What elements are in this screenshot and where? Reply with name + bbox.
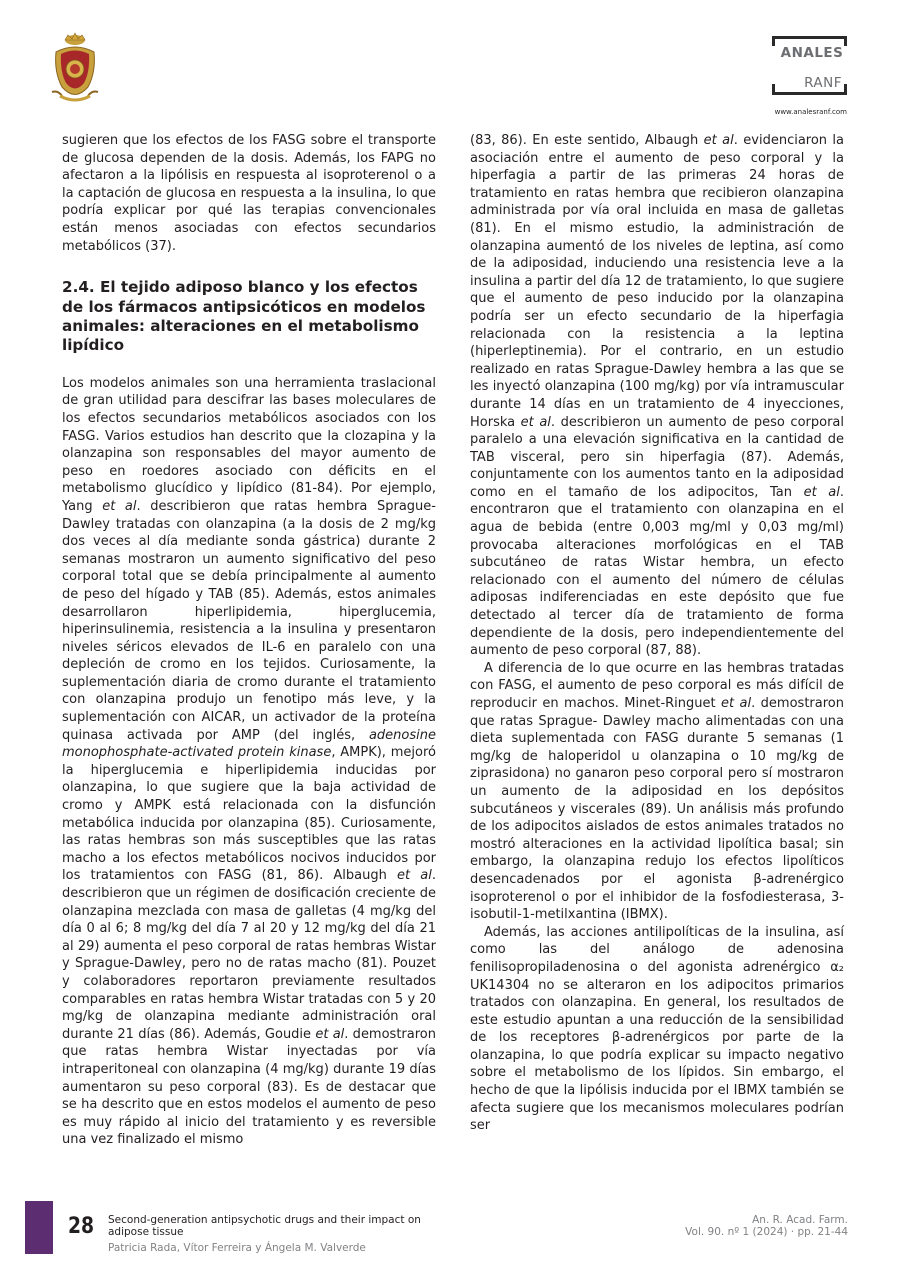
section-heading: 2.4. El tejido adiposo blanco y los efectos de los fármacos antipsicóticos en modelos animales: alteraciones en el metabolismo lipídico [62, 278, 426, 355]
logo-url: www.analesranf.com [774, 108, 847, 116]
logo-frame [772, 36, 847, 39]
citation-etal: et al [721, 696, 752, 711]
right-column [470, 132, 844, 1135]
paragraph: sugieren que los efectos de los FASG sobre el transporte de glucosa dependen de la dosis. Además, los FAPG no afectaron a la lipólisis en respuesta al isoproterenol o a la captación de glucosa en respuesta a la insulina, lo que podría explicar por qué las terapias convencionales están menos asociadas con efectos secundarios metabólicos (37). [62, 133, 436, 254]
paragraph: A diferencia de lo que ocurre en las hembras tratadas con FASG, el aumento de peso corporal es más difícil de reproducir en machos. Minet-Ringuet et al. demostraron que ratas Sprague- Dawley macho alimentadas con una dieta suplementada con FASG durante 5 semanas (1 mg/kg de haloperidol u olanzapina o 10 mg/kg de ziprasidona) no ganaron peso corporal pero sí mostraron un aumento de la adiposidad en los depósitos subcutáneos y viscerales (89). Un análisis más profundo de los adipocitos aislados de estos animales tratados no mostró alteraciones en la actividad lipolítica basal; sin embargo, la olanzapina redujo los efectos lipolíticos desencadenados por el agonista β-adrenérgico isoproterenol o por el inhibidor de la fosfodiesterasa, 3-isobutil-1-metilxantina (IBMX). [470, 660, 844, 923]
footer-article-title: Second-generation antipsychotic drugs and their impact on adipose tissue [108, 1214, 421, 1239]
logo-frame [772, 36, 775, 46]
logo-brand-text: ANALES [780, 45, 844, 61]
citation-etal: et al [703, 133, 734, 148]
citation-etal: et al [520, 414, 551, 430]
logo-sub-text: RANF [804, 75, 842, 91]
paragraph: Además, las acciones antilipolíticas de la insulina, así como las del análogo de adenosina fenilisopropiladenosina o del agonista adrenérgico α₂ UK14304 no se alteraron en los adipocitos primarios tratados con olanzapina. En general, los resultados de este estudio apuntan a una reducción de la sensibilidad de los receptores β-adrenérgicos por parte de la olanzapina, lo que podría explicar su impacto negativo sobre el metabolismo de los lípidos. Sin embargo, el hecho de que la lipólisis inducida por el IBMX también se afecta sugiere que los mecanismos moleculares podrían ser [470, 924, 844, 1134]
footer-accent-bar [25, 1201, 53, 1254]
anales-ranf-logo[interactable] [740, 36, 852, 120]
footer-journal: An. R. Acad. Farm. [752, 1214, 848, 1226]
paragraph: Los modelos animales son una herramienta traslacional de gran utilidad para descifrar las bases moleculares de los efectos secundarios metabólicos asociados con los FASG. Varios estudios han descrito que la clozapina y la olanzapina son responsables del mayor aumento de peso en roedores asociado con déficits en el metabolismo glucídico y lipídico (81-84). Por ejemplo, Yang et al. describieron que ratas hembra Sprague-Dawley tratadas con olanzapina (a la dosis de 2 mg/kg dos veces al día mediante sonda gástrica) durante 2 semanas mostraron un aumento significativo del peso corporal total que se debía principalmente al aumento de peso del hígado y TAB (85). Además, estos animales desarrollaron hiperlipidemia, hiperglucemia, hiperinsulinemia, resistencia a la insulina y presentaron niveles séricos elevados de IL-6 en paralelo con una depleción de cromo en los tejidos. Curiosamente, la suplementación diaria de cromo durante el tratamiento con olanzapina produjo un fenotipo más leve, y la suplementación con AICAR, un activador de la proteína quinasa activada por AMP (del inglés, adenosine monophosphate-activated protein kinase, AMPK), mejoró la hiperglucemia e hiperlipidemia inducidas por olanzapina, lo que sugiere que la baja actividad de cromo y AMPK está relacionada con la disfunción metabólica inducida por olanzapina (85). Curiosamente, las ratas hembras son más susceptibles que las ratas macho a los efectos metabólicos nocivos inducidos por los tratamientos con FASG (81, 86). Albaugh et al. describieron que un régimen de dosificación creciente de olanzapina mezclada con masa de galletas (4 mg/kg del día 0 al 6; 8 mg/kg del día 7 al 20 y 12 mg/kg del día 21 al 29) aumenta el peso corporal de ratas hembras Wistar y Sprague-Dawley, pero no de ratas macho (81). Pouzet y colaboradores reportaron previamente resultados comparables en ratas hembra Wistar tratadas con 5 y 20 mg/kg de olanzapina mediante administración oral durante 21 días (86). Además, Goudie et al. demostraron que ratas hembra Wistar inyectadas por vía intraperitoneal con olanzapina (4 mg/kg) durante 19 días aumentaron su peso corporal (83). Es de destacar que se ha descrito que en estos modelos el aumento de peso es muy rápido al inicio del tratamiento y es reversible una vez finalizado el mismo [62, 375, 436, 1148]
left-column [62, 132, 436, 1149]
citation-etal: et al [803, 484, 840, 500]
paragraph: (83, 86). En este sentido, Albaugh et al. evidenciaron la asociación entre el aumento de peso corporal y la hiperfagia a partir de las primeras 24 horas de tratamiento en ratas hembra que recibieron olanzapina administrada por vía oral incluida en masa de galletas (81). En el mismo estudio, la administración de olanzapina aumentó de los niveles de leptina, así como de la adiposidad, induciendo una resistencia leve a la insulina a partir del día 12 de tratamiento, lo que sugiere que el aumento de peso inducido por la olanzapina podría ser un efecto secundario de la hiperfagia relacionada con la resistencia a la leptina (hiperleptinemia). Por el contrario, en un estudio realizado en ratas Sprague-Dawley hembra a las que se les inyectó olanzapina (100 mg/kg) por vía intramuscular durante 14 días en un tratamiento de 4 inyecciones, Horska et al. describieron un aumento de peso corporal paralelo a una elevación significativa en la cantidad de TAB visceral, pero sin hiperfagia (87). Además, conjuntamente con los aumentos tanto en la adiposidad como en el tamaño de los adipocitos, Tan et al. encontraron que el tratamiento con olanzapina en el agua de bebida (entre 0,003 mg/ml y 0,03 mg/ml) provocaba alteraciones morfológicas en el TAB subcutáneo de ratas Wistar hembra, un efecto relacionado con el aumento del número de células adiposas indiferenciadas en este depósito que fue detectado al tercer día de tratamiento de forma dependiente de la dosis, pero independientemente del aumento de peso corporal (87, 88). [470, 133, 845, 659]
footer-journal-info [685, 1214, 848, 1239]
citation-etal: et al [102, 498, 137, 514]
page-number: 28 [68, 1214, 95, 1239]
citation-etal: et al [315, 1026, 345, 1042]
footer-authors: Patricia Rada, Vítor Ferreira y Ángela M. Valverde [108, 1242, 366, 1254]
logo-frame [772, 92, 847, 95]
citation-etal: et al [397, 868, 432, 884]
term-italic: adenosine monophosphate-activated protein kinase [62, 727, 436, 761]
footer-volume: Vol. 90. nº 1 (2024) · pp. 21-44 [685, 1226, 848, 1239]
academy-crest-logo [50, 32, 100, 104]
